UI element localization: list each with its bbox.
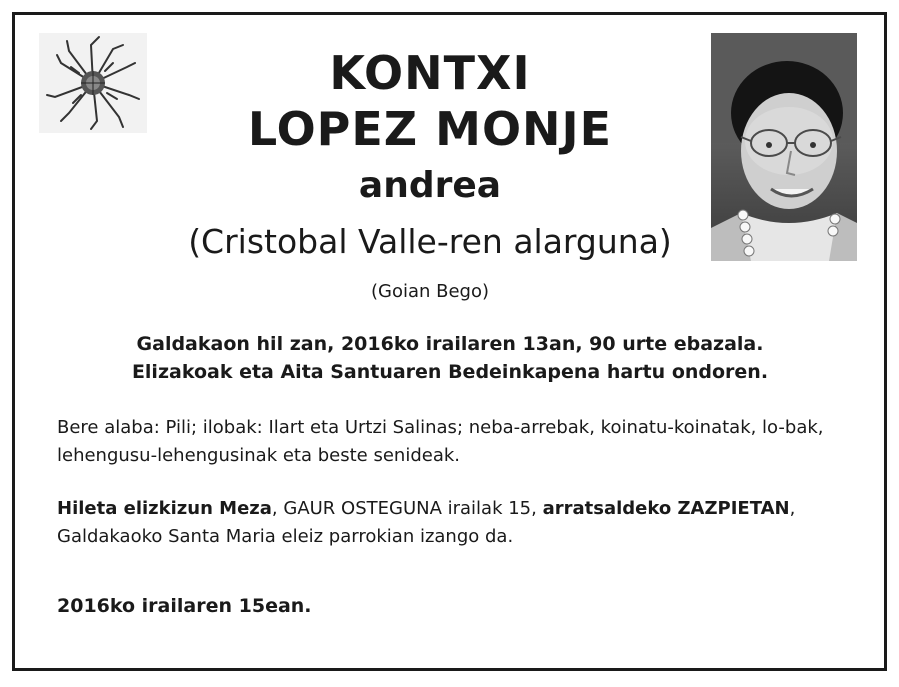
death-line-1: Galdakaon hil zan, 2016ko irailaren 13an, 90 urte ebazala. [136,333,764,355]
death-line-2: Elizakoak eta Aita Santuaren Bedeinkapena hartu ondoren. [131,361,769,383]
thistle-emblem [39,33,147,133]
thistle-icon [39,33,147,133]
spouse-line: (Cristobal Valle-ren alarguna) [188,222,672,261]
funeral-paragraph [57,495,847,551]
funeral-place: , Galdakaoko Santa Maria eleiz parrokian izango da. [57,498,796,547]
notice-date: 2016ko irailaren 15ean. [57,595,312,617]
surnames: LOPEZ MONJE [247,102,613,156]
family-paragraph: Bere alaba: Pili; ilobak: Ilart eta Urtzi Salinas; neba-arrebak, koinatu-koinatak, lo-bak, lehengusu-lehengusinak eta beste senideak. [57,417,824,466]
funeral-time: arratsaldeko ZAZPIETAN [542,498,790,519]
portrait-photo [711,33,857,261]
funeral-mass-label: Hileta elizkizun Meza [57,498,272,519]
funeral-day: , GAUR OSTEGUNA irailak 15, [271,498,543,519]
first-name: KONTXI [329,46,531,100]
relation: andrea [358,165,502,206]
nickname: (Goian Bego) [370,281,490,302]
